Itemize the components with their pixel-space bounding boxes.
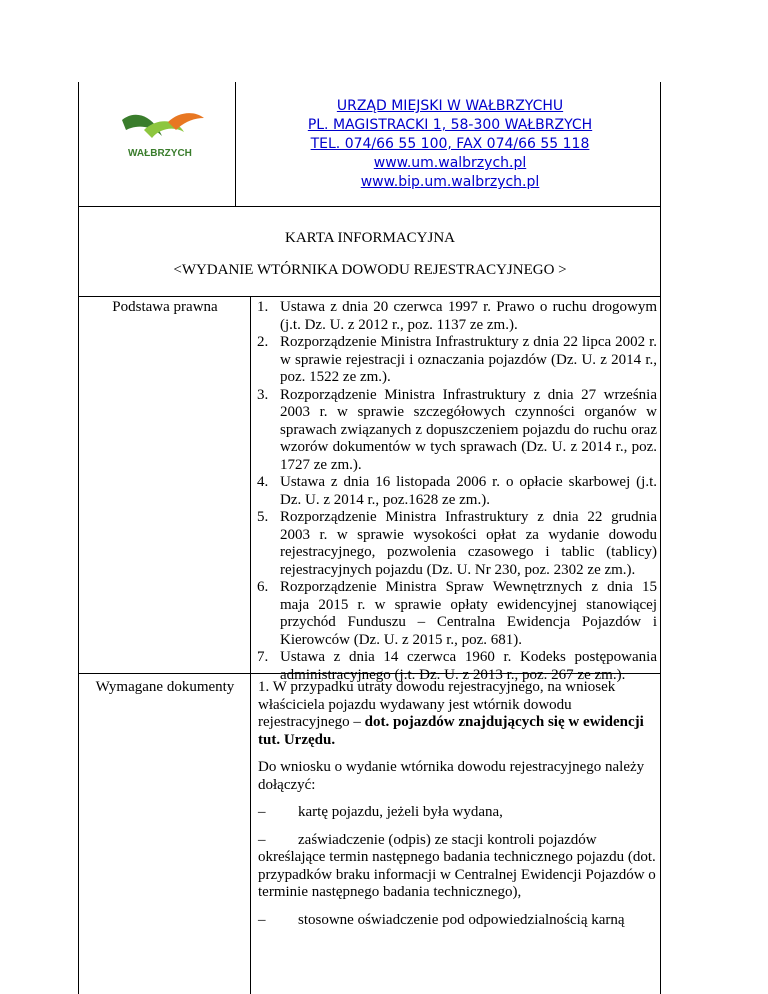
table-border-left: [78, 82, 79, 994]
list-item: 5. Rozporządzenie Ministra Infrastruktury z dnia 22 grudnia 2003 r. w sprawie wysokości opłat za wydanie dowodu rejestracyjnego, pozwolenia czasowego i tablic (tablicy) rejestracyjnych pojazdu (Dz. U. Nr 230, poz. 2302 ze zm.).: [257, 509, 657, 578]
city-logo: [118, 106, 214, 170]
row-line-2: [78, 296, 661, 297]
table-border-right: [660, 82, 661, 994]
website-link[interactable]: www.um.walbrzych.pl: [373, 155, 527, 171]
card-title: KARTA INFORMACYJNA: [284, 230, 455, 246]
required-docs-intro-bold: dot. pojazdów znajdujących się w ewidencji tut. Urzędu.: [258, 714, 644, 748]
row-line-1: [78, 206, 661, 207]
bip-website-link[interactable]: www.bip.um.walbrzych.pl: [360, 174, 540, 190]
legal-basis-label: Podstawa prawna: [112, 299, 218, 315]
list-item: 2. Rozporządzenie Ministra Infrastruktury z dnia 22 lipca 2002 r. w sprawie rejestracji i oznaczania pojazdów (Dz. U. z 2014 r., poz. 1522 ze zm.).: [257, 334, 657, 385]
logo-text: WAŁBRZYCH: [128, 148, 192, 159]
header-divider: [235, 82, 236, 206]
list-item: – zaświadczenie (odpis) ze stacji kontroli pojazdów określające termin następnego badania technicznego pojazdu (dot. przypadków braku informacji w Centralnej Ewidencji Pojazdów o terminie następnego badania technicznego),: [258, 831, 656, 900]
list-item: – stosowne oświadczenie pod odpowiedzialnością karną: [258, 911, 625, 928]
list-item: 3. Rozporządzenie Ministra Infrastruktury z dnia 27 września 2003 r. w sprawie szczegółowych czynności organów w sprawach związanych z dopuszczeniem pojazdu do ruchu oraz wzorów dokumentów w tych sprawach (Dz. U. z 2014 r., poz. 1727 ze zm.).: [257, 386, 657, 473]
address-link[interactable]: PL. MAGISTRACKI 1, 58-300 WAŁBRZYCH: [307, 117, 593, 133]
legal-basis-list: [252, 299, 657, 684]
list-item: – kartę pojazdu, jeżeli była wydana,: [258, 804, 503, 820]
required-docs-label: Wymagane dokumenty: [95, 679, 235, 695]
office-name-link[interactable]: URZĄD MIEJSKI W WAŁBRZYCHU: [336, 98, 564, 114]
phone-fax-link[interactable]: TEL. 074/66 55 100, FAX 074/66 55 118: [310, 136, 590, 152]
card-subtitle: <WYDANIE WTÓRNIKA DOWODU REJESTRACYJNEGO >: [173, 262, 567, 278]
list-item: 1. Ustawa z dnia 20 czerwca 1997 r. Prawo o ruchu drogowym (j.t. Dz. U. z 2012 r., poz. 1137 ze zm.).: [257, 299, 657, 333]
required-docs-content: [258, 679, 656, 939]
list-item: 7. Ustawa z dnia 14 czerwca 1960 r. Kodeks postępowania administracyjnego (j.t. Dz. U. z 2013 r., poz. 267 ze zm.).: [257, 649, 657, 683]
attach-text: Do wniosku o wydanie wtórnika dowodu rejestracyjnego należy dołączyć:: [258, 759, 645, 793]
column-divider: [250, 297, 251, 994]
required-docs-intro: 1. W przypadku utraty dowodu rejestracyjnego, na wniosek właściciela pojazdu wydawany jest wtórnik dowodu rejestracyjnego – dot. pojazdów znajdujących się w ewidencji tut. Urzędu.: [258, 679, 644, 748]
office-header: [240, 97, 660, 192]
list-item: 4. Ustawa z dnia 16 listopada 2006 r. o opłacie skarbowej (j.t. Dz. U. z 2014 r., poz.1628 ze zm.).: [257, 474, 657, 508]
list-item: 6. Rozporządzenie Ministra Spraw Wewnętrznych z dnia 15 maja 2015 r. w sprawie opłaty ewidencyjnej stanowiącej przychód Funduszu – Centralna Ewidencja Pojazdów i Kierowców (Dz. U. z 2015 r., poz. 681).: [257, 579, 657, 648]
